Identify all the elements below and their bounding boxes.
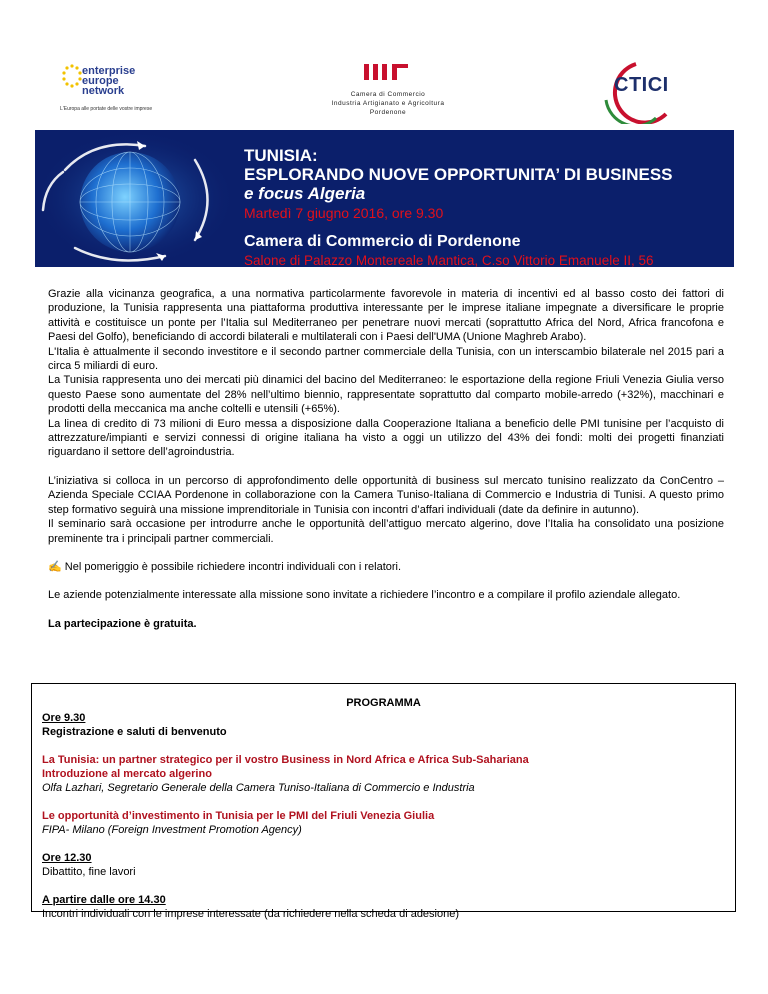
talk-speaker: Olfa Lazhari, Segretario Generale della Camera Tuniso-Italiana di Commercio e Industria xyxy=(42,782,475,794)
event-address: Salone di Palazzo Montereale Mantica, C.so Vittorio Emanuele II, 56 xyxy=(244,253,654,267)
paragraph: La linea di credito di 73 milioni di Euro messa a disposizione dalla Cooperazione Italiana a beneficio delle PMI tunisine per l’acquisto di attrezzature/impianti e servizi connessi di origine italiana ha visto a oggi un utilizzo del 43% dei fondi: molti dei progetti finanziati riguardano il settore dell’agroindustria. xyxy=(48,417,724,459)
ctici-wordmark: CTICI xyxy=(614,74,669,96)
banner-title-line1: TUNISIA: xyxy=(244,146,318,165)
ctici-logo xyxy=(596,60,686,124)
globe-network-icon xyxy=(35,130,235,267)
paragraph: L'Italia è attualmente il secondo investitore e il secondo partner commerciale della Tunisia, con un interscambio bilaterale nel 2015 pari a circa 5 miliardi di euro. xyxy=(48,345,724,373)
program-heading: PROGRAMMA xyxy=(346,697,421,709)
program-content xyxy=(42,711,732,921)
time-slot: A partire dalle ore 14.30 xyxy=(42,894,166,906)
ccp-name: Camera di Commercio Industria Artigianato e Agricoltura Pordenone xyxy=(331,91,445,116)
event-date: Martedì 7 giugno 2016, ore 9.30 xyxy=(244,205,444,221)
program-box xyxy=(31,683,736,920)
intro-text xyxy=(48,287,724,631)
slot-description: Incontri individuali con le imprese interessate (da richiedere nella scheda di adesione) xyxy=(42,908,460,920)
paragraph: Grazie alla vicinanza geografica, a una normativa particolarmente favorevole in materia di incentivi ed al basso costo dei fattori di produzione, la Tunisia rappresenta una piattaforma produttiva interessante per le imprese italiane impegnate a diversificare le proprie attività e costituisce un ponte per l’Italia sul Mediterraneo per penetrare nuovi mercati (soprattutto Africa del Nord, Africa francofona e Paesi del Golfo), beneficiando di accordi bilaterali e multilaterali con i Paesi dell'UMA (Unione Maghreb Arabo). xyxy=(48,288,724,344)
time-slot: Ore 9.30 xyxy=(42,712,86,724)
talk-title: Le opportunità d’investimento in Tunisia per le PMI del Friuli Venezia Giulia xyxy=(42,810,435,822)
banner-title-line2: ESPLORANDO NUOVE OPPORTUNITA’ DI BUSINESS xyxy=(244,165,673,184)
time-slot: Ore 12.30 xyxy=(42,852,92,864)
paragraph: L’iniziativa si colloca in un percorso di approfondimento delle opportunità di business sul mercato tunisino realizzato da ConCentro – Azienda Speciale CCIAA Pordenone in collaborazione con la Camera Tuniso-Italiana di Commercio e Industria di Tunisi. A questo primo step formativo seguirà una missione imprenditoriale in Tunisia con incontri d’affari individuali (date da definire in autunno). xyxy=(48,474,724,516)
paragraph-with-icon: ✍ Nel pomeriggio è possibile richiedere incontri individuali con i relatori. xyxy=(48,560,402,573)
talk-subtitle: Introduzione al mercato algerino xyxy=(42,768,212,780)
pointer-hand-icon: ✍ xyxy=(48,560,65,573)
slot-description: Registrazione e saluti di benvenuto xyxy=(42,726,227,738)
free-participation-note: La partecipazione è gratuita. xyxy=(48,617,197,630)
paragraph: La Tunisia rappresenta uno dei mercati più dinamici del bacino del Mediterraneo: le esportazione della regione Friuli Venezia Giulia verso questo Paese sono aumentate del 28% nell’ultimo biennio, rappresentate soprattutto dal comparto mobile-arredo (+32%), macchinari e prodotti della meccanica ma anche coltelli e utensili (+65%). xyxy=(48,374,724,416)
event-banner xyxy=(35,130,734,267)
banner-title-line3: e focus Algeria xyxy=(244,184,366,203)
paragraph: Il seminario sarà occasione per introdurre anche le opportunità dell’attiguo mercato algerino, dove l’Italia ha consolidato una posizione preminente tra i principali partner commerciali. xyxy=(48,518,724,545)
talk-title: La Tunisia: un partner strategico per il vostro Business in Nord Africa e Africa Sub-Sahariana xyxy=(42,754,529,766)
banner-text xyxy=(244,146,734,267)
event-venue: Camera di Commercio di Pordenone xyxy=(244,233,521,250)
eu-stars-icon xyxy=(60,64,84,94)
een-tagline: L'Europa alle portate delle vostre imprese xyxy=(60,106,153,112)
paragraph: Le aziende potenzialmente interessate alla missione sono invitate a richiedere l’incontro e a compilare il profilo aziendale allegato. xyxy=(48,589,681,602)
een-wordmark: enterprise europe network xyxy=(82,65,136,97)
camera-commercio-pordenone-logo xyxy=(318,60,468,124)
talk-speaker: FIPA- Milano (Foreign Investment Promotion Agency) xyxy=(42,824,302,836)
slot-description: Dibattito, fine lavori xyxy=(42,866,136,878)
enterprise-europe-network-logo xyxy=(60,62,170,122)
ccp-mark-icon xyxy=(362,60,414,84)
